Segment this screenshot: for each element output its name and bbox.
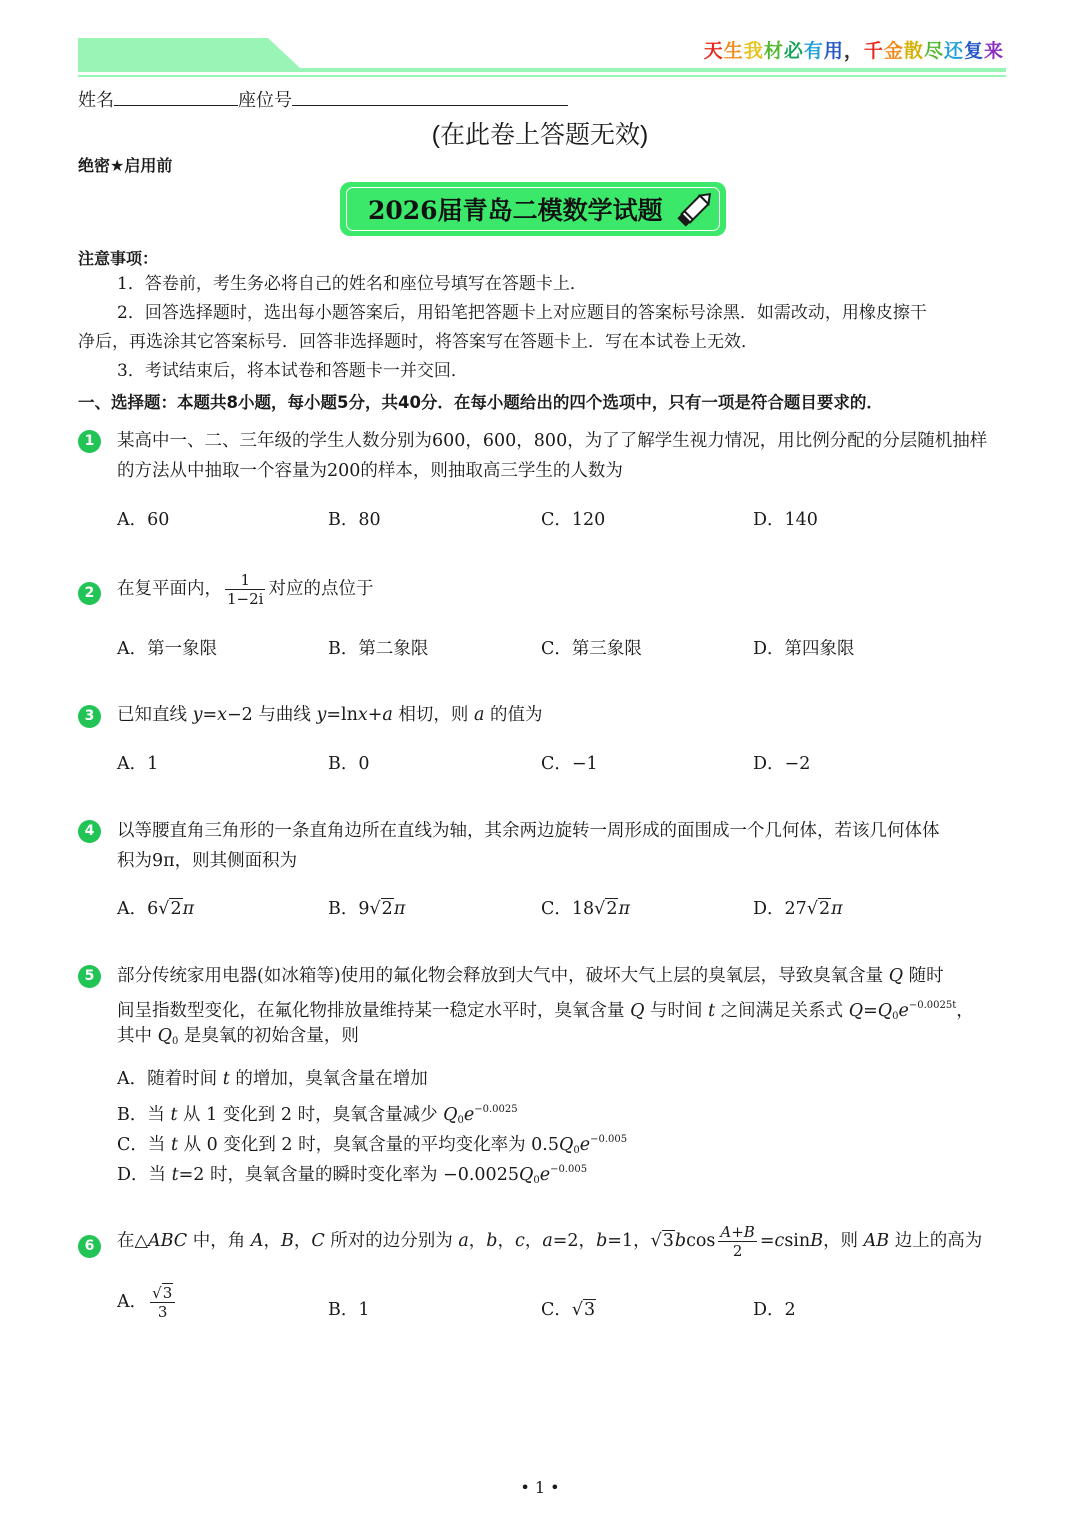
q3-text: + <box>367 705 383 725</box>
radicand: 3 <box>584 1300 596 1320</box>
q3-var: x <box>217 705 227 725</box>
q5-subscript: 0 <box>457 1115 464 1126</box>
q6-text: 边上的高为 <box>889 1231 983 1251</box>
q5-subscript: 0 <box>892 1011 899 1022</box>
radicand: 3 <box>162 1284 173 1302</box>
question-4-line-2: 积为9π，则其侧面积为 <box>117 851 298 871</box>
q6-text: ，则 <box>823 1231 864 1251</box>
motto-char: 复 <box>963 40 984 62</box>
option-label: C． <box>541 899 572 919</box>
q6-text: ， <box>263 1231 281 1251</box>
question-number-3: 3 <box>78 705 101 728</box>
q3-text: =ln <box>326 705 358 725</box>
notice-item-2: 2．回答选择题时，选出每小题答案后，用铅笔把答题卡上对应题目的答案标号涂黑．如需改动，用橡皮擦干 <box>117 303 927 323</box>
q5-var: e <box>579 1135 591 1155</box>
header-rule-thin <box>78 75 1006 77</box>
q6-text: cos <box>686 1231 716 1251</box>
q6-var: b <box>674 1231 687 1251</box>
question-5-line-1 <box>117 961 944 991</box>
motto-char: 还 <box>943 40 964 62</box>
q3-var: x <box>357 705 368 725</box>
seat-label: 座位号 <box>238 90 292 111</box>
question-5-line-3 <box>117 1021 359 1057</box>
q6-text: ， <box>524 1231 543 1251</box>
motto-char: 有 <box>803 40 824 62</box>
q3-var: a <box>473 705 485 725</box>
motto-char: 生 <box>723 40 744 62</box>
q5-subscript: 0 <box>573 1145 580 1156</box>
q4-option-d[interactable]: D．27√2π <box>753 899 843 919</box>
motto-char: 天 <box>703 40 724 62</box>
q5-text: 是臭氧的初始含量，则 <box>178 1026 359 1046</box>
notice-item-1: 1．答卷前，考生务必将自己的姓名和座位号填写在答题卡上． <box>117 274 587 294</box>
q5-var: t <box>708 1001 716 1021</box>
q1-option-c[interactable]: C．120 <box>541 510 606 530</box>
motto-char: 金 <box>883 40 904 62</box>
q3-text: −2 与曲线 <box>227 705 317 725</box>
q6-a-frac-num: √3 <box>150 1284 175 1303</box>
q6-option-c[interactable]: C．√3 <box>541 1300 596 1320</box>
section-heading: 一、选择题：本题共8小题，每小题5分，共40分．在每小题给出的四个选项中，只有一项是符合题目要求的． <box>78 393 883 412</box>
q5-exponent: −0.0025t <box>908 1000 957 1011</box>
q6-text: 在△ <box>117 1231 148 1251</box>
q5-text: 部分传统家用电器(如冰箱等)使用的氟化物会释放到大气中，破坏大气上层的臭氧层，导致臭氧含量 <box>117 966 889 986</box>
q4-option-b[interactable]: B．9√2π <box>328 899 406 919</box>
option-coef: 27 <box>784 899 807 919</box>
pi-symbol: π <box>831 899 843 919</box>
q2-option-b[interactable]: B．第二象限 <box>328 639 429 659</box>
q1-option-b[interactable]: B．80 <box>328 510 381 530</box>
question-4-line-1: 以等腰直角三角形的一条直角边所在直线为轴，其余两边旋转一周形成的面围成一个几何体，若该几何体体 <box>117 821 940 841</box>
q5-text: 从 0 变化到 2 时，臭氧含量的平均变化率为 0.5 <box>178 1135 559 1155</box>
q6-a-frac-den: 3 <box>157 1303 168 1321</box>
q5-var: Q <box>558 1135 574 1155</box>
q5-text: 之间满足关系式 <box>715 1001 849 1021</box>
q6-var: a <box>542 1231 553 1251</box>
q3-text: 的值为 <box>484 705 543 725</box>
q5-text: =2 时，臭氧含量的瞬时变化率为 −0.0025 <box>178 1165 519 1185</box>
q6-text: =1， <box>607 1231 651 1251</box>
motto-char: 千 <box>863 40 884 62</box>
q6-text: sin <box>784 1231 811 1251</box>
q2-post: 对应的点位于 <box>268 579 374 599</box>
q5-var: t <box>171 1165 179 1185</box>
q6-fraction <box>718 1223 756 1260</box>
q6-var: b <box>596 1231 608 1251</box>
q2-option-a[interactable]: A．第一象限 <box>117 639 218 659</box>
q5-var: Q <box>848 1001 864 1021</box>
q6-option-b[interactable]: B．1 <box>328 1300 370 1320</box>
q5-var: t <box>170 1135 178 1155</box>
q3-option-b[interactable]: B．0 <box>328 754 370 774</box>
option-coef: 18 <box>571 899 595 919</box>
q2-frac-den: 1−2i <box>227 590 264 608</box>
option-label: C． <box>541 1300 572 1320</box>
name-blank[interactable] <box>114 87 238 106</box>
q3-option-d[interactable]: D．−2 <box>753 754 811 774</box>
q1-option-a[interactable]: A．60 <box>117 510 170 530</box>
q3-var: a <box>382 705 393 725</box>
pi-symbol: π <box>618 899 630 919</box>
q5-var: Q <box>877 1001 893 1021</box>
secret-label: 绝密★启用前 <box>78 156 173 175</box>
pi-symbol: π <box>182 899 195 919</box>
q6-var: B <box>810 1231 824 1251</box>
question-1-line-1: 某高中一、二、三年级的学生人数分别为600，600，800，为了了解学生视力情况，用比例分配的分层随机抽样 <box>117 431 988 451</box>
q3-text: = <box>202 705 218 725</box>
question-6-text: 在△ABC 中，角 A，B，C 所对的边分别为 a，b，c，a=2，b=1，√3bcos $\frac{A+B}{2}$ =csinB，则 AB 边上的高为 <box>117 1223 983 1260</box>
motto-char: 散 <box>903 40 924 62</box>
q5-var: Q <box>443 1105 458 1125</box>
option-coef: 9 <box>358 899 370 919</box>
q2-pre: 在复平面内， <box>117 579 222 599</box>
q3-var: y <box>316 705 327 725</box>
q6-var: a <box>458 1231 469 1251</box>
q4-option-c[interactable]: C．18√2π <box>541 899 630 919</box>
q3-var: y <box>192 705 203 725</box>
q5-option-d[interactable] <box>117 1155 587 1195</box>
q5-var: e <box>463 1105 475 1125</box>
q6-option-a[interactable] <box>117 1284 178 1321</box>
q5-exponent: −0.0025 <box>474 1104 518 1115</box>
q6-text: =2， <box>552 1231 597 1251</box>
q6-var: b <box>486 1231 498 1251</box>
question-5-line-2: 间呈指数型变化，在氟化物排放量维持某一稳定水平时，臭氧含量 Q 与时间 t 之间满足关系式 $Q=Q_0e^{-0.0025t}$， <box>117 1000 974 1022</box>
question-number-2: 2 <box>78 582 101 605</box>
q6-text: ， <box>497 1231 515 1251</box>
q6-text: ， <box>293 1231 312 1251</box>
q6-var: C <box>311 1231 325 1251</box>
motto-char: 尽 <box>923 40 944 62</box>
question-number-4: 4 <box>78 820 101 843</box>
question-1-line-2: 的方法从中抽取一个容量为200的样本，则抽取高三学生的人数为 <box>117 461 623 481</box>
q1-option-d[interactable]: D．140 <box>753 510 818 530</box>
radicand: 3 <box>662 1231 674 1251</box>
option-label: B． <box>328 899 359 919</box>
q5-var: Q <box>630 1001 645 1021</box>
q5-var: t <box>222 1069 230 1089</box>
q5-text: 随时 <box>903 966 944 986</box>
q2-option-d[interactable]: D．第四象限 <box>753 639 855 659</box>
q5-var: Q <box>157 1026 172 1046</box>
q6-option-d[interactable]: D．2 <box>753 1300 796 1320</box>
q5-text: 与时间 <box>644 1001 709 1021</box>
q3-option-c[interactable]: C．−1 <box>541 754 598 774</box>
q3-text: 已知直线 <box>117 705 193 725</box>
option-label: D． <box>753 899 785 919</box>
q5-exponent: −0.005 <box>590 1134 628 1145</box>
q5-var: e <box>898 1001 909 1021</box>
motto-char: 我 <box>743 40 764 62</box>
q5-text: 从 1 变化到 2 时，臭氧含量减少 <box>177 1105 444 1125</box>
option-label: A． <box>117 1292 148 1312</box>
motto-char: 必 <box>783 40 804 62</box>
q6-var: c <box>515 1231 525 1251</box>
option-label: A． <box>117 899 148 919</box>
question-2-text <box>117 571 373 608</box>
question-3-text <box>117 700 543 730</box>
q4-option-a[interactable]: A．6√2π <box>117 899 195 919</box>
q5-var: t <box>170 1105 178 1125</box>
q5-var: e <box>539 1165 551 1185</box>
q5-var: Q <box>888 966 904 986</box>
q5-text: A．随着时间 <box>117 1069 223 1089</box>
q5-option-a[interactable] <box>117 1065 428 1094</box>
student-id-row <box>78 86 568 112</box>
q5-text: C．当 <box>117 1135 171 1155</box>
question-number-1: 1 <box>78 430 101 453</box>
radicand: 2 <box>818 899 831 919</box>
option-coef: 6 <box>147 899 159 919</box>
q6-var: B <box>280 1231 294 1251</box>
question-number-5: 5 <box>78 965 101 988</box>
q5-text: 的增加，臭氧含量在增加 <box>229 1069 428 1089</box>
q3-option-a[interactable]: A．1 <box>117 754 159 774</box>
motto-char: 材 <box>763 40 784 62</box>
notice-item-2-cont: 净后，再选涂其它答案标号．回答非选择题时，将答案写在答题卡上．写在本试卷上无效． <box>78 332 758 352</box>
motto <box>704 36 1004 63</box>
radicand: 2 <box>606 899 618 919</box>
q5-text: D．当 <box>117 1165 172 1185</box>
motto-char: 来 <box>983 40 1004 62</box>
q5-text: 间呈指数型变化，在氟化物排放量维持某一稳定水平时，臭氧含量 <box>117 1001 631 1021</box>
q6-text: = <box>759 1231 775 1251</box>
q6-text: ， <box>468 1231 487 1251</box>
invalid-note: (在此卷上答题无效) <box>431 121 649 149</box>
q2-option-c[interactable]: C．第三象限 <box>541 639 642 659</box>
q2-fraction <box>225 571 265 608</box>
radicand: 2 <box>381 899 393 919</box>
exam-title-box <box>340 182 726 236</box>
exam-title: 2026届青岛二模数学试题 <box>368 196 663 225</box>
header-band-shape <box>78 38 308 70</box>
q6-var: ABC <box>147 1231 188 1251</box>
q6-text: 所对的边分别为 <box>324 1231 459 1251</box>
q6-frac-num: A+B <box>720 1223 755 1241</box>
q6-var: c <box>774 1231 785 1251</box>
motto-char: ， <box>843 40 864 62</box>
notice-item-3: 3．考试结束后，将本试卷和答题卡一并交回． <box>117 361 468 381</box>
q6-var: A <box>250 1231 264 1251</box>
q6-text: 中，角 <box>187 1231 251 1251</box>
q6-a-fraction <box>150 1284 175 1321</box>
pi-symbol: π <box>393 899 406 919</box>
q5-exponent: −0.005 <box>550 1164 588 1175</box>
q6-frac-den: 2 <box>732 1242 743 1260</box>
q5-text: 其中 <box>117 1026 158 1046</box>
radicand: 2 <box>170 899 182 919</box>
q5-text: B．当 <box>117 1105 171 1125</box>
seat-blank[interactable] <box>292 87 568 106</box>
name-label: 姓名 <box>78 90 114 111</box>
q5-var: Q <box>518 1165 534 1185</box>
page-number: • 1 • <box>520 1478 560 1497</box>
motto-char: 用 <box>823 40 844 62</box>
q5-subscript: 0 <box>533 1175 540 1186</box>
header-rule <box>78 68 1006 72</box>
q2-frac-num: 1 <box>225 571 265 590</box>
question-number-6: 6 <box>78 1235 101 1258</box>
pencil-icon <box>674 188 716 230</box>
q5-text: = <box>863 1001 878 1021</box>
notice-heading: 注意事项： <box>78 249 159 268</box>
q6-var: AB <box>863 1231 890 1251</box>
q5-subscript: 0 <box>171 1036 179 1047</box>
q3-text: 相切，则 <box>392 705 474 725</box>
